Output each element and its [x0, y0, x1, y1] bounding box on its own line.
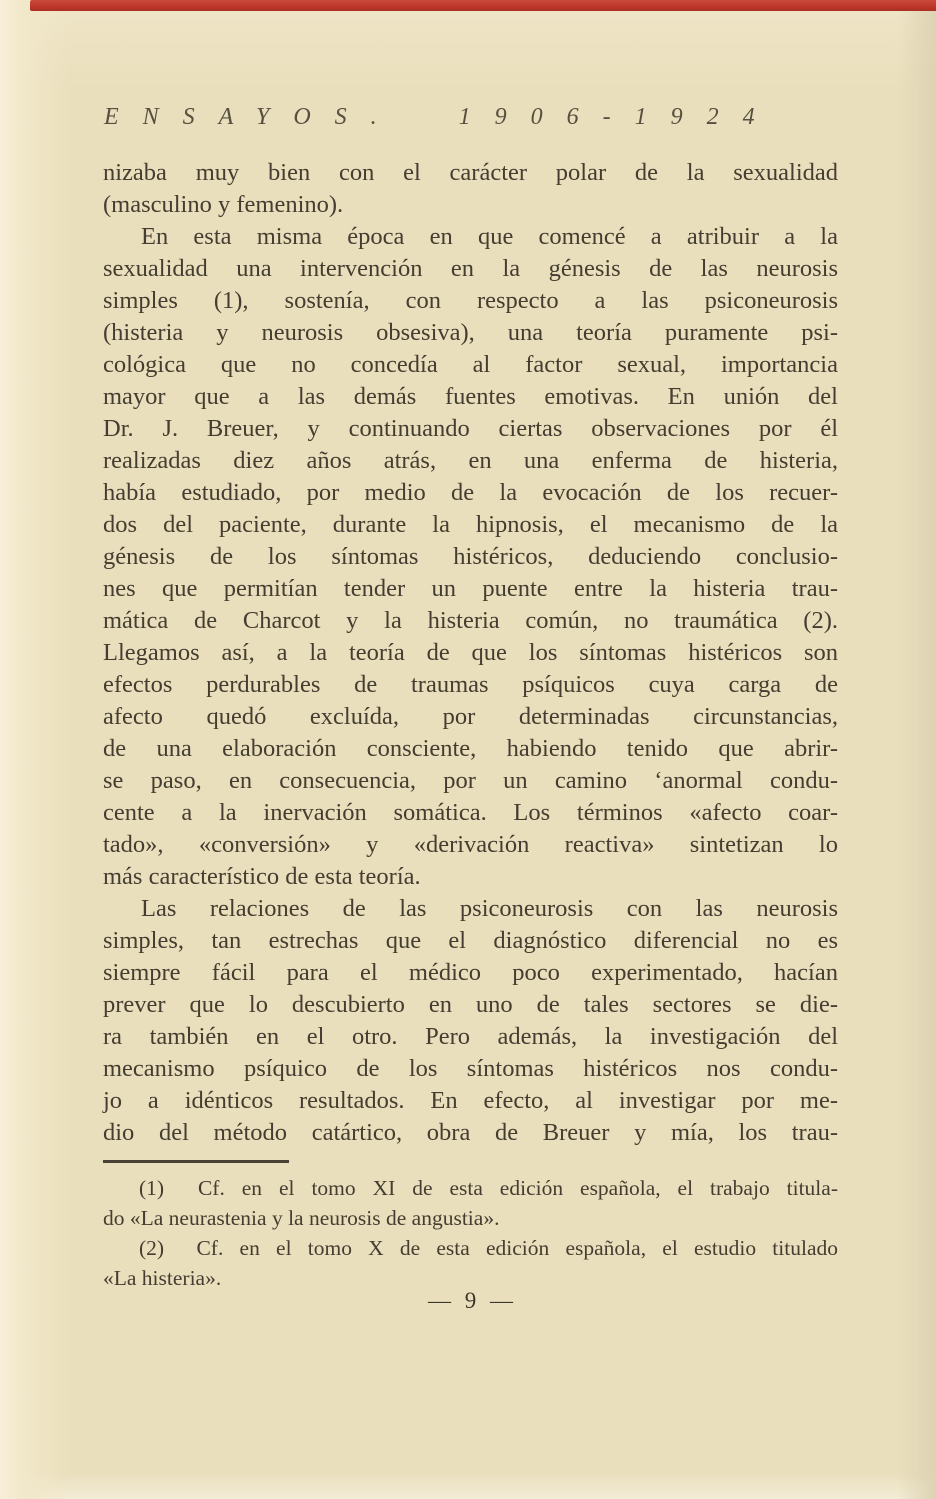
footnote-separator: [103, 1160, 289, 1163]
body-line: cológica que no concedía al factor sexual, importancia: [103, 351, 838, 378]
body-line: efectos perdurables de traumas psíquicos cuya carga de: [103, 671, 838, 698]
body-line: Dr. J. Breuer, y continuando ciertas observaciones por él: [103, 415, 838, 442]
body-line: dos del paciente, durante la hipnosis, el mecanismo de la: [103, 511, 838, 538]
body-line: siempre fácil para el médico poco experimentado, hacían: [103, 959, 838, 986]
body-line: ra también en el otro. Pero además, la investigación del: [103, 1023, 838, 1050]
body-line: sexualidad una intervención en la génesis de las neurosis: [103, 255, 838, 282]
body-line: realizadas diez años atrás, en una enferma de histeria,: [103, 447, 838, 474]
body-text: [103, 157, 838, 1149]
body-line: había estudiado, por medio de la evocación de los recuer-: [103, 479, 838, 506]
body-line: En esta misma época en que comencé a atribuir a la: [141, 223, 838, 250]
body-line: (histeria y neurosis obsesiva), una teoría puramente psi-: [103, 319, 838, 346]
body-line: de una elaboración consciente, habiendo tenido que abrir-: [103, 735, 838, 762]
body-line: Las relaciones de las psiconeurosis con las neurosis: [141, 895, 838, 922]
body-line: simples, tan estrechas que el diagnóstico diferencial no es: [103, 927, 838, 954]
body-line: génesis de los síntomas histéricos, deduciendo conclusio-: [103, 543, 838, 570]
footnote-line: «La histeria».: [103, 1266, 222, 1290]
body-line: mayor que a las demás fuentes emotivas. En unión del: [103, 383, 838, 410]
body-line: (masculino y femenino).: [103, 191, 344, 218]
footnote-line: (1) Cf. en el tomo XI de esta edición española, el trabajo titula-: [139, 1176, 838, 1200]
body-line: más característico de esta teoría.: [103, 863, 421, 890]
top-edge-red-bar: [30, 0, 936, 11]
body-line: nes que permitían tender un puente entre la histeria trau-: [103, 575, 838, 602]
body-line: nizaba muy bien con el carácter polar de la sexualidad: [103, 159, 838, 186]
running-header: ENSAYOS. 1906-1924: [104, 104, 779, 130]
body-line: tado», «conversión» y «derivación reactiva» sintetizan lo: [103, 831, 838, 858]
body-line: mática de Charcot y la histeria común, no traumática (2).: [103, 607, 838, 634]
body-line: se paso, en consecuencia, por un camino ‘anormal condu-: [103, 767, 838, 794]
body-line: Llegamos así, a la teoría de que los síntomas histéricos son: [103, 639, 838, 666]
body-line: mecanismo psíquico de los síntomas histéricos nos condu-: [103, 1055, 838, 1082]
body-line: dio del método catártico, obra de Breuer y mía, los trau-: [103, 1119, 838, 1146]
page-number: — 9 —: [428, 1288, 513, 1313]
body-line: cente a la inervación somática. Los términos «afecto coar-: [103, 799, 838, 826]
body-line: prever que lo descubierto en uno de tales sectores se die-: [103, 991, 838, 1018]
footnotes: [103, 1173, 838, 1293]
body-line: simples (1), sostenía, con respecto a las psiconeurosis: [103, 287, 838, 314]
footnote-line: do «La neurastenia y la neurosis de angustia».: [103, 1206, 500, 1230]
footnote-line: (2) Cf. en el tomo X de esta edición española, el estudio titulado: [139, 1236, 838, 1260]
body-line: afecto quedó excluída, por determinadas circunstancias,: [103, 703, 838, 730]
body-line: jo a idénticos resultados. En efecto, al investigar por me-: [103, 1087, 838, 1114]
